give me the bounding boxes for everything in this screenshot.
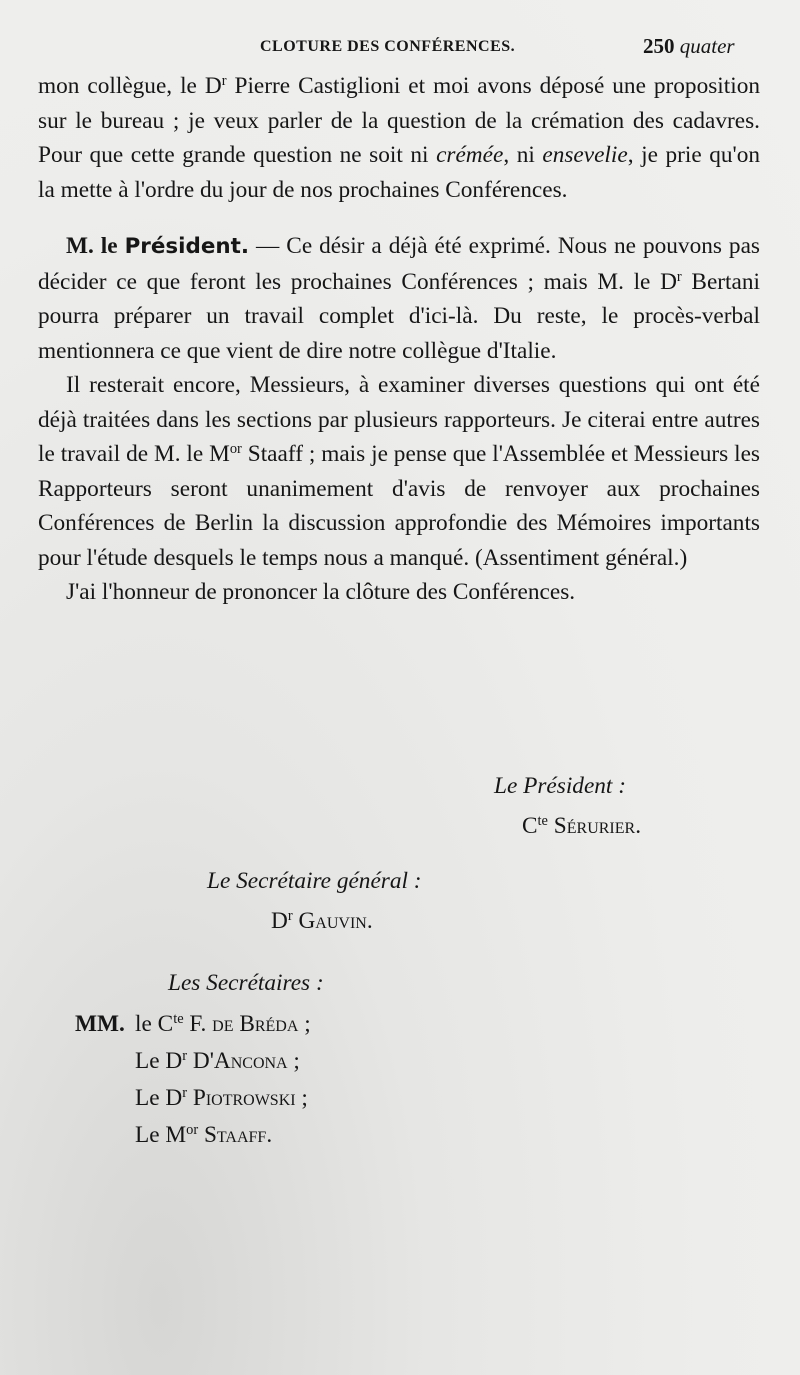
secretaries-list	[75, 1006, 311, 1154]
president-signature	[494, 766, 641, 846]
secretaries-title: Les Secrétaires :	[168, 970, 324, 996]
secretary-general-signature	[207, 861, 422, 941]
running-title: CLOTURE DES CONFÉRENCES.	[260, 38, 516, 55]
secretary-entry: MM. le $C^{te}$ F. de Bréda ;	[75, 1006, 311, 1043]
paragraph-4: J'ai l'honneur de prononcer la clôture des Conférences.	[66, 579, 576, 605]
page-number	[643, 34, 735, 59]
secretary-general-title: Le Secrétaire général :	[207, 868, 422, 894]
paragraph-3: Il resterait encore, Messieurs, à examiner diverses questions qui ont été déjà traitées dans les sections par plusieurs rapporteurs. Je citerai entre autres le travail de M. le $M^{or}$ Staaff ; mais je pense que l'Assemblée et Messieurs les Rapporteurs seront unanimement d'avis de renvoyer aux prochaines Conférences de Berlin la discussion approfondie des Mémoires importants pour l'étude desquels le temps nous a manqué. (Assentiment général.)	[38, 372, 760, 571]
president-name: $C^{te}$ Sérurier.	[522, 813, 642, 839]
page-header	[0, 34, 800, 62]
president-title: Le Président :	[494, 773, 626, 799]
paragraph-2: M. le Président. — Ce désir a déjà été exprimé. Nous ne pouvons pas décider ce que feront les prochaines Conférences ; mais M. le $D^r$ Bertani pourra préparer un travail complet d'ici-là. Du reste, le procès-verbal mentionnera ce que vient de dire notre collègue d'Italie.	[38, 233, 760, 364]
secretary-entry: Le $M^{or}$ Staaff.	[135, 1122, 273, 1148]
folio-suffix: quater	[679, 34, 735, 58]
mm-label: MM.	[75, 1011, 125, 1037]
secretary-entry: Le $D^r$ D'Ancona ;	[135, 1048, 300, 1074]
main-text	[38, 69, 760, 610]
secretary-general-name: $D^r$ Gauvin.	[271, 908, 373, 934]
speaker-label: M. le Président.	[66, 233, 249, 259]
folio-number: 250	[643, 34, 675, 58]
secretary-entry: Le $D^r$ Piotrowski ;	[135, 1085, 308, 1111]
paragraph-1: mon collègue, le $D^r$ Pierre Castiglioni et moi avons déposé une proposition sur le bureau ; je veux parler de la question de la crémation des cadavres. Pour que cette grande question ne soit ni crémée, ni ensevelie, je prie qu'on la mette à l'ordre du jour de nos prochaines Conférences.	[38, 73, 761, 203]
